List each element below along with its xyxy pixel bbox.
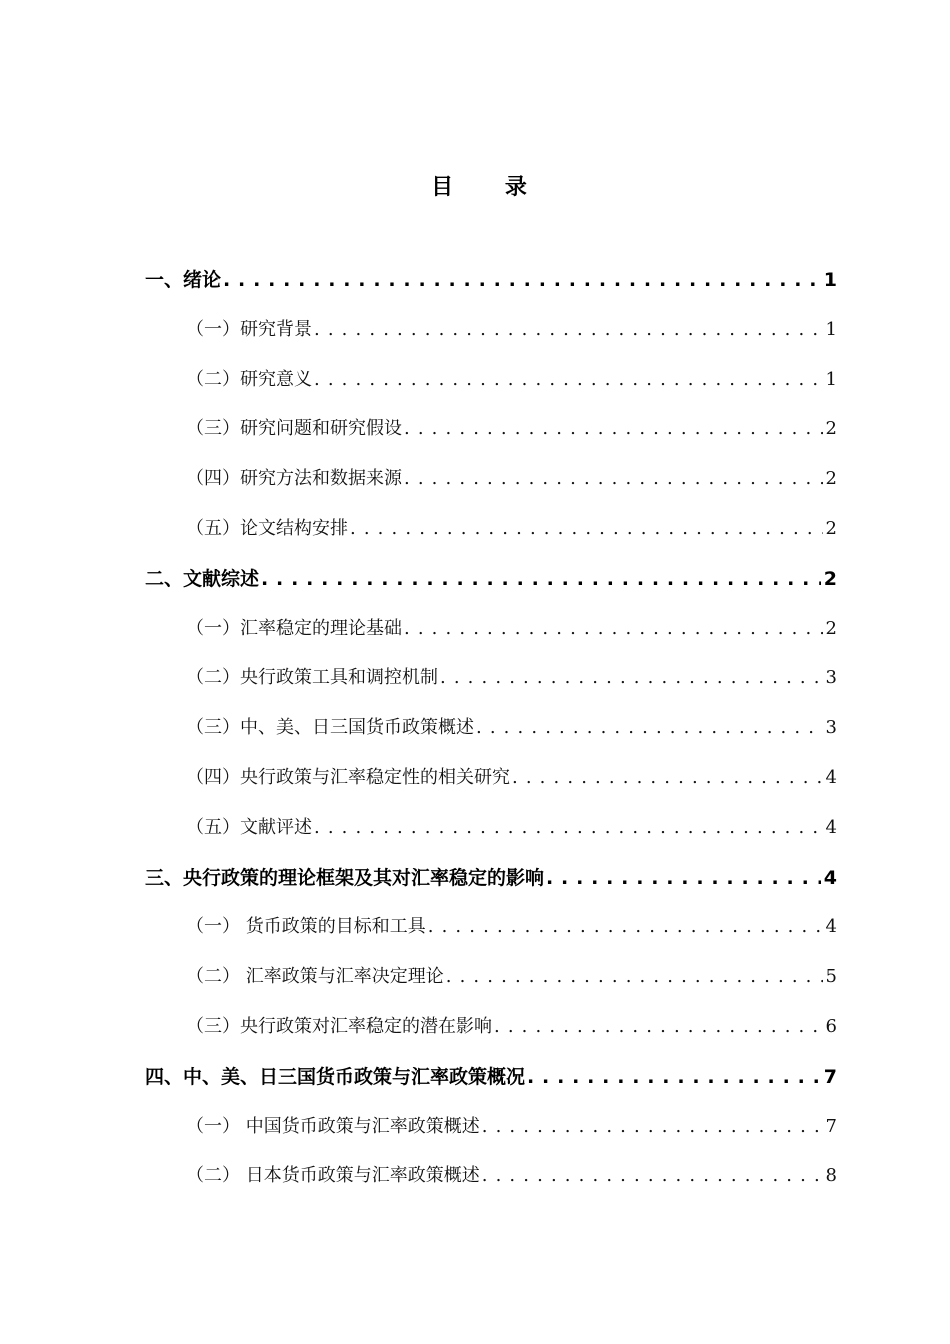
- toc-entry-title: 三、央行政策的理论框架及其对汇率稳定的影响: [145, 866, 545, 889]
- toc-section-entry[interactable]: [145, 663, 837, 713]
- toc-dot-leader: [223, 271, 821, 290]
- toc-page-number: 7: [825, 1115, 837, 1137]
- toc-dot-leader: [446, 968, 823, 986]
- toc-page-number: 2: [825, 517, 837, 539]
- toc-entry-title: （五）文献评述: [186, 816, 312, 838]
- toc-chapter-entry[interactable]: [145, 863, 837, 913]
- toc-dot-leader: [494, 1018, 823, 1036]
- toc-section-entry[interactable]: [145, 962, 837, 1012]
- toc-dot-leader: [261, 570, 821, 589]
- toc-section-entry[interactable]: [145, 1012, 837, 1062]
- toc-section-entry[interactable]: [145, 365, 837, 415]
- toc-entry-title: （三）中、美、日三国货币政策概述: [186, 717, 474, 739]
- toc-entry-title: （四）研究方法和数据来源: [186, 468, 402, 490]
- toc-dot-leader: [482, 1118, 823, 1136]
- toc-dot-leader: [314, 819, 823, 837]
- toc-entry-title: （四）央行政策与汇率稳定性的相关研究: [186, 766, 510, 788]
- toc-entry-title: 二、文献综述: [145, 567, 260, 590]
- toc-dot-leader: [546, 869, 821, 888]
- toc-dot-leader: [512, 769, 823, 787]
- toc-page-number: 3: [825, 667, 837, 689]
- toc-page-number: 4: [825, 916, 837, 938]
- toc-entry-title: （二）央行政策工具和调控机制: [186, 667, 438, 689]
- toc-dot-leader: [440, 669, 823, 687]
- toc-page-number: 6: [825, 1015, 837, 1037]
- toc-dot-leader: [404, 470, 823, 488]
- toc-dot-leader: [314, 371, 823, 389]
- toc-section-entry[interactable]: [145, 1161, 837, 1211]
- page-title: 目 录: [431, 175, 549, 200]
- toc-entry-title: 四、中、美、日三国货币政策与汇率政策概况: [145, 1065, 526, 1088]
- toc-section-entry[interactable]: [145, 713, 837, 763]
- toc-entry-title: （一） 货币政策的目标和工具: [186, 916, 426, 938]
- toc-entry-title: （五）论文结构安排: [186, 517, 348, 539]
- toc-entry-title: （三）研究问题和研究假设: [186, 418, 402, 440]
- toc-entry-title: （一）研究背景: [186, 318, 312, 340]
- toc-page-number: 2: [825, 617, 837, 639]
- toc-section-entry[interactable]: [145, 514, 837, 564]
- toc-dot-leader: [314, 321, 823, 339]
- toc-page-number: 4: [823, 866, 837, 889]
- toc-section-entry[interactable]: [145, 614, 837, 664]
- toc-page-number: 1: [823, 269, 837, 291]
- toc-section-entry[interactable]: [145, 763, 837, 813]
- toc-dot-leader: [404, 620, 823, 638]
- toc-entry-title: （二） 汇率政策与汇率决定理论: [186, 966, 444, 988]
- toc-dot-leader: [476, 719, 823, 737]
- toc-chapter-entry[interactable]: [145, 1062, 837, 1112]
- toc-page-number: 1: [825, 318, 837, 340]
- toc-entry-title: （二） 日本货币政策与汇率政策概述: [186, 1165, 480, 1187]
- toc-section-entry[interactable]: [145, 315, 837, 365]
- toc-section-entry[interactable]: [145, 414, 837, 464]
- toc-dot-leader: [482, 1167, 823, 1185]
- toc-page-number: 1: [825, 368, 837, 390]
- toc-dot-leader: [404, 420, 823, 438]
- toc-page-number: 5: [825, 966, 837, 988]
- toc-chapter-entry[interactable]: [145, 564, 837, 614]
- toc-entry-title: 一、绪论: [145, 269, 222, 291]
- toc-entry-title: （二）研究意义: [186, 368, 312, 390]
- toc-entry-title: （三）央行政策对汇率稳定的潜在影响: [186, 1015, 492, 1037]
- toc-dot-leader: [350, 520, 823, 538]
- toc-page-number: 4: [825, 816, 837, 838]
- toc-entry-title: （一） 中国货币政策与汇率政策概述: [186, 1115, 480, 1137]
- toc-page-number: 8: [825, 1165, 837, 1187]
- toc-dot-leader: [527, 1068, 821, 1087]
- toc-section-entry[interactable]: [145, 464, 837, 514]
- toc-section-entry[interactable]: [145, 1112, 837, 1162]
- toc-dot-leader: [428, 918, 823, 936]
- toc-section-entry[interactable]: [145, 912, 837, 962]
- toc-chapter-entry[interactable]: [145, 265, 837, 315]
- toc-section-entry[interactable]: [145, 813, 837, 863]
- toc-page-number: 2: [823, 567, 837, 590]
- toc-page-number: 7: [823, 1065, 837, 1088]
- toc-page-number: 2: [825, 468, 837, 490]
- toc-page-number: 4: [825, 766, 837, 788]
- toc-entry-title: （一）汇率稳定的理论基础: [186, 617, 402, 639]
- toc-page-number: 2: [825, 418, 837, 440]
- table-of-contents: [145, 265, 837, 1211]
- toc-page-number: 3: [825, 717, 837, 739]
